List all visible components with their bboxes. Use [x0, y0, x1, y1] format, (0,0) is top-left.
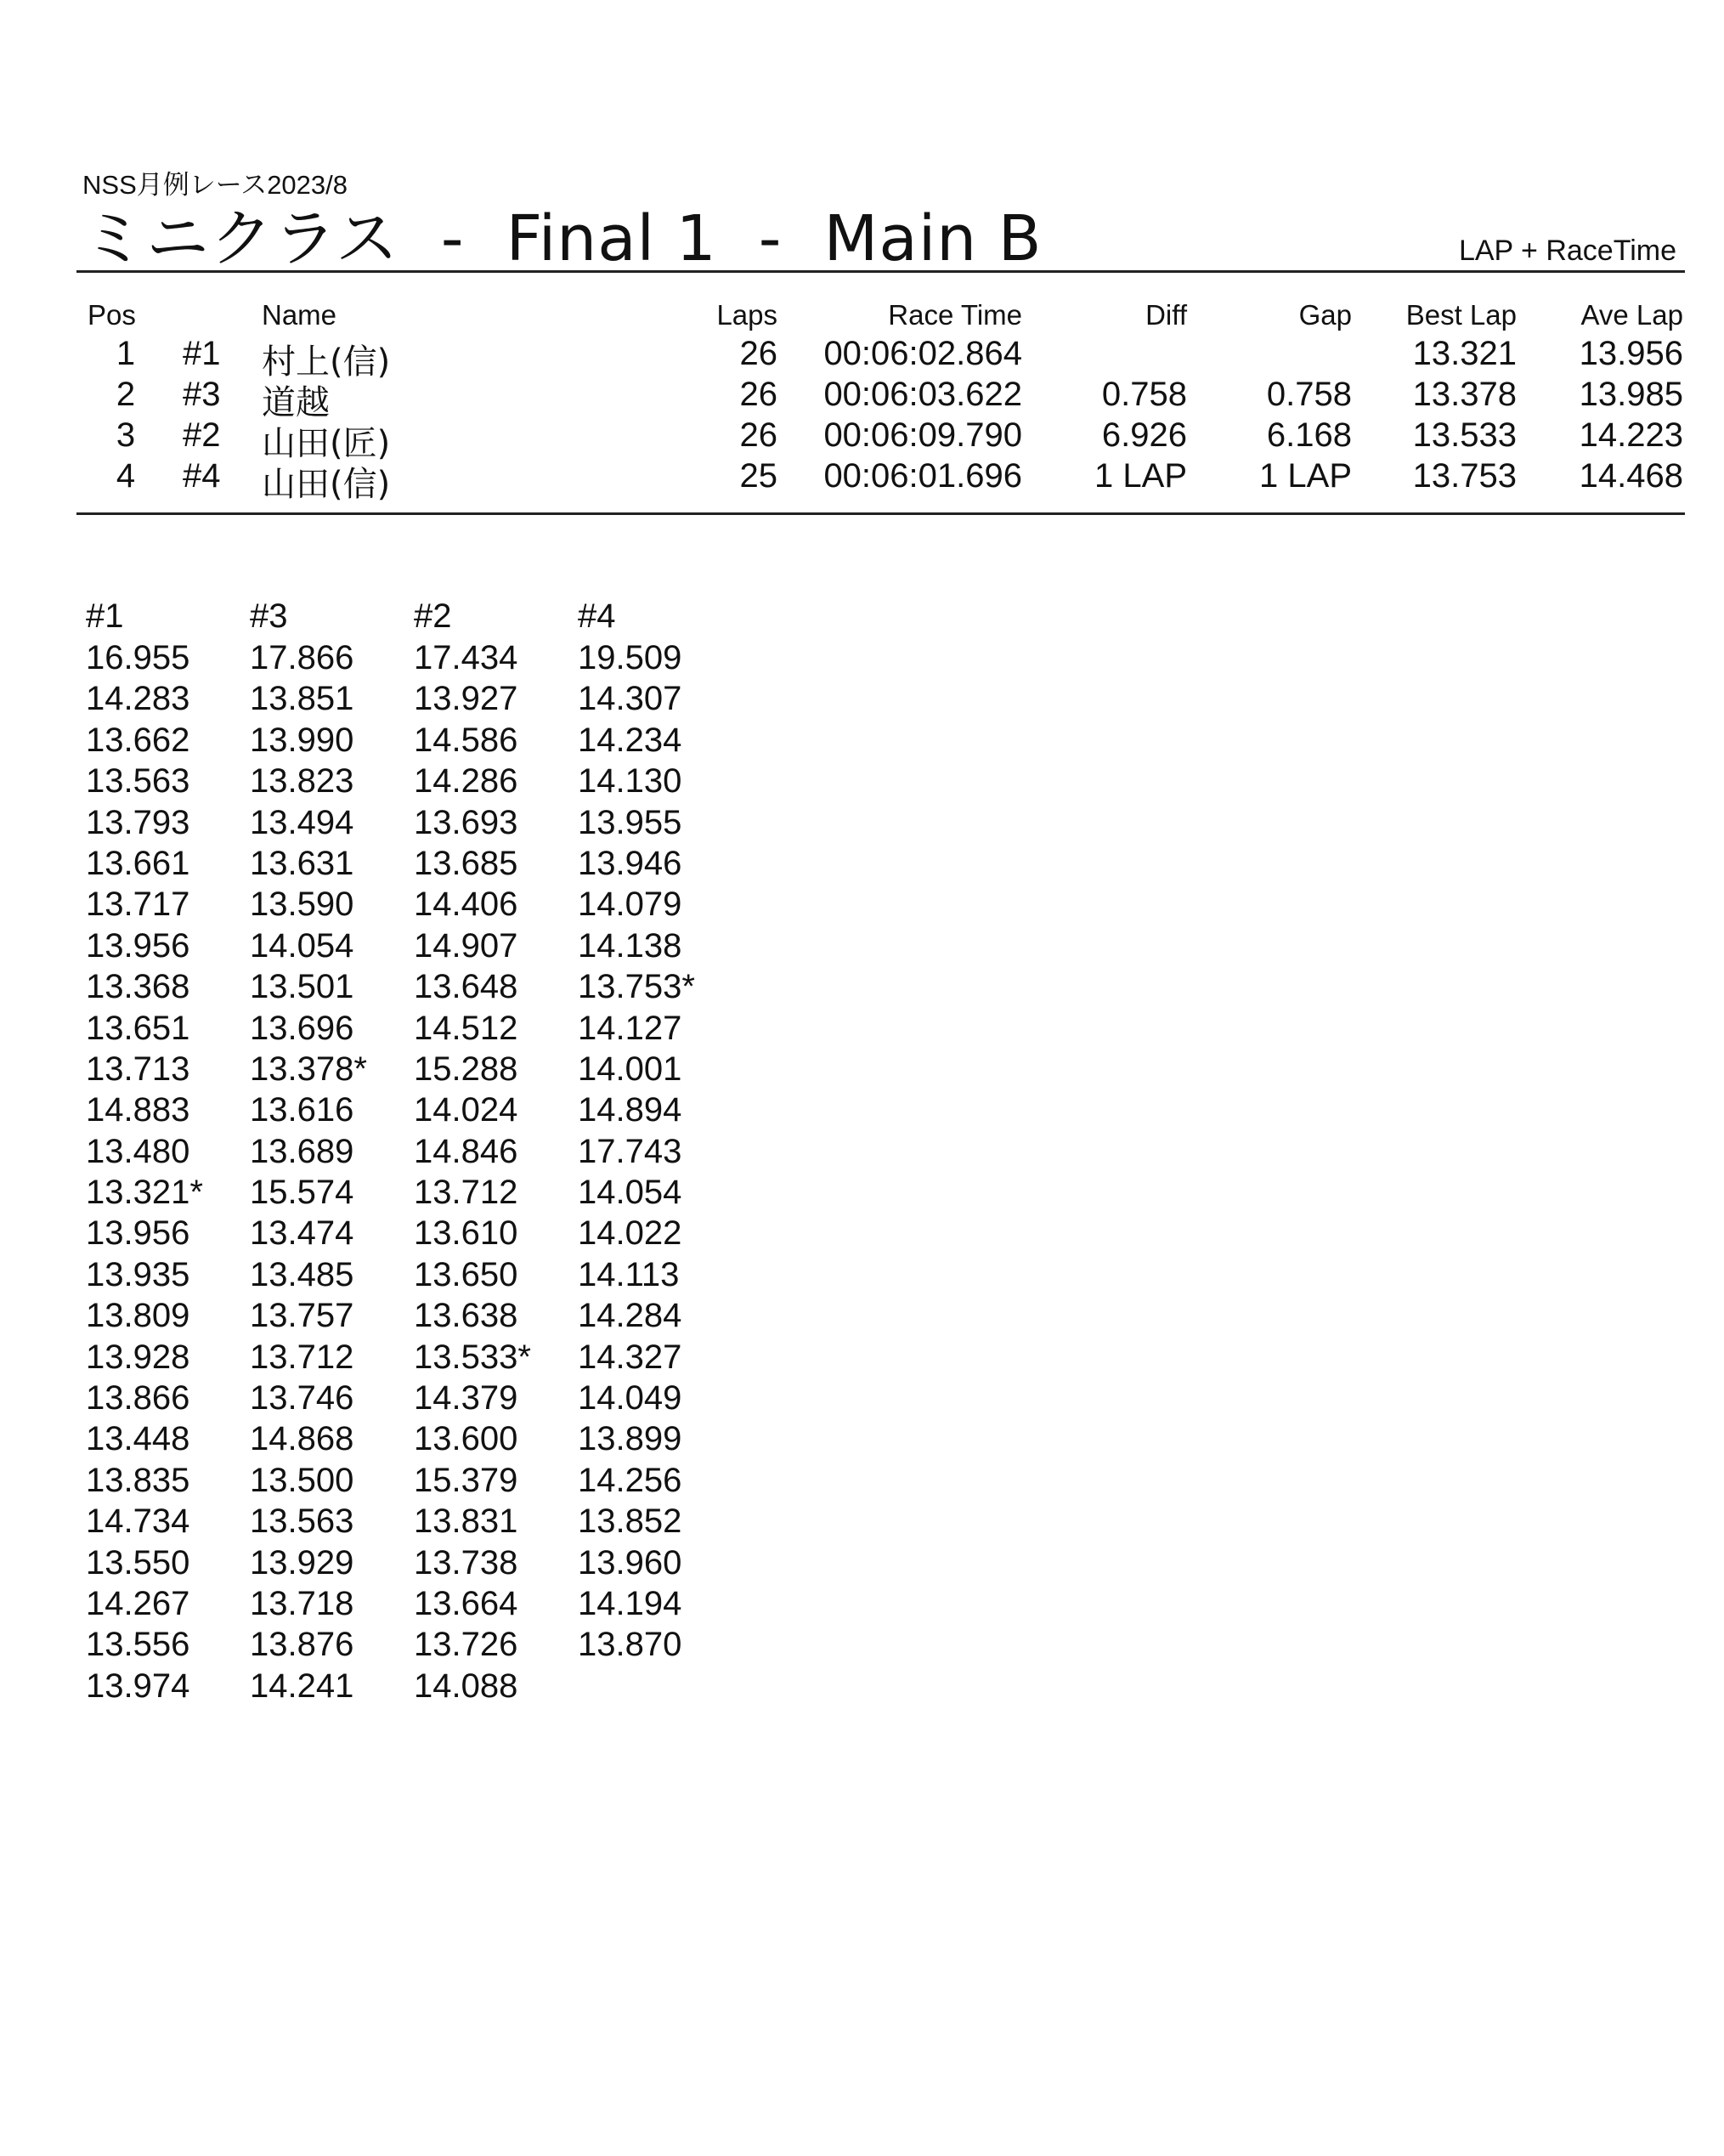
lap-time: 13.718: [250, 1584, 354, 1622]
diff-cell: 1 LAP: [1094, 457, 1187, 495]
lap-time: 13.610: [414, 1214, 518, 1253]
table-row: [0, 376, 1724, 422]
lap-time: 14.379: [414, 1379, 518, 1418]
col-laps: Laps: [716, 299, 777, 331]
col-name: Name: [262, 299, 337, 331]
lap-time: 15.574: [250, 1174, 354, 1212]
lap-time: 13.368: [86, 968, 190, 1006]
lap-time: 13.974: [86, 1667, 190, 1705]
table-row: [0, 457, 1724, 504]
car-cell: #2: [183, 416, 221, 454]
lap-time: 13.866: [86, 1379, 190, 1418]
name-cell: 山田(匠): [262, 424, 391, 463]
lap-time: 13.664: [414, 1584, 518, 1622]
race-time-cell: 00:06:01.696: [823, 457, 1022, 495]
lap-column: [86, 595, 247, 1706]
lap-time: 14.734: [86, 1502, 190, 1541]
lap-time: 13.738: [414, 1543, 518, 1582]
lap-time: 13.712: [250, 1338, 354, 1376]
lap-time: 13.876: [250, 1626, 354, 1664]
lap-time: 13.563: [86, 762, 190, 801]
lap-time: 13.590: [250, 886, 354, 924]
lap-time: 14.130: [578, 762, 682, 801]
col-ave-lap: Ave Lap: [1580, 299, 1683, 331]
pos-cell: 3: [116, 416, 136, 454]
lap-time: 13.485: [250, 1255, 354, 1293]
lap-time: 13.929: [250, 1543, 354, 1582]
lap-time: 13.870: [578, 1626, 682, 1664]
lap-time: 14.406: [414, 886, 518, 924]
lap-time: 17.866: [250, 639, 354, 676]
lap-time: 13.746: [250, 1379, 354, 1418]
lap-time: 13.928: [86, 1338, 190, 1376]
race-time-cell: 00:06:02.864: [823, 335, 1022, 372]
lap-time: 14.512: [414, 1009, 518, 1047]
lap-time: 13.793: [86, 803, 190, 841]
lap-time: 17.434: [414, 639, 518, 676]
lap-time: 13.726: [414, 1626, 518, 1664]
lap-time: 14.079: [578, 886, 682, 924]
lap-column: [414, 595, 575, 1706]
lap-time: 13.600: [414, 1420, 518, 1458]
bottom-divider: [76, 512, 1685, 515]
lap-time: 13.685: [414, 844, 518, 882]
race-time-cell: 00:06:03.622: [823, 376, 1022, 413]
col-pos: Pos: [88, 299, 136, 331]
lap-time: 13.689: [250, 1132, 354, 1170]
diff-cell: 0.758: [1101, 376, 1187, 413]
lap-time: 15.379: [414, 1461, 518, 1499]
col-diff: Diff: [1145, 299, 1187, 331]
lap-time: 13.809: [86, 1297, 190, 1335]
lap-time: 14.113: [578, 1255, 680, 1293]
ave-lap-cell: 14.223: [1579, 416, 1683, 454]
lap-time: 13.835: [86, 1461, 190, 1499]
lap-time: 13.662: [86, 721, 190, 759]
lap-time: 14.024: [414, 1091, 518, 1129]
lap-time: 13.500: [250, 1461, 354, 1499]
col-race-time: Race Time: [888, 299, 1022, 331]
lap-time: 13.713: [86, 1050, 190, 1088]
lap-time: 13.448: [86, 1420, 190, 1458]
lap-time: 13.990: [250, 721, 354, 759]
race-title: ミニクラス - Final 1 - Main B: [82, 202, 1043, 275]
lap-time: 13.956: [86, 926, 190, 965]
name-cell: 村上(信): [262, 342, 391, 382]
lap-time: 15.288: [414, 1050, 518, 1088]
lap-time: 13.899: [578, 1420, 682, 1458]
car-cell: #4: [183, 457, 221, 495]
lap-time: 13.831: [414, 1502, 518, 1541]
lap-time: 13.851: [250, 680, 354, 718]
lap-column-header: #3: [250, 597, 288, 635]
best-lap-cell: 13.533: [1412, 416, 1517, 454]
lap-time: 13.494: [250, 803, 354, 841]
laps-cell: 26: [739, 335, 777, 372]
event-name: NSS月例レース2023/8: [82, 170, 348, 200]
lap-time: 14.307: [578, 680, 682, 718]
lap-time: 13.757: [250, 1297, 354, 1335]
lap-time: 13.563: [250, 1502, 354, 1541]
lap-time: 14.194: [578, 1584, 682, 1622]
lap-time: 13.638: [414, 1297, 518, 1335]
lap-time: 13.693: [414, 803, 518, 841]
lap-time: 13.946: [578, 844, 682, 882]
pos-cell: 4: [116, 457, 136, 495]
gap-cell: 1 LAP: [1259, 457, 1352, 495]
table-row: [0, 335, 1724, 382]
lap-time: 13.696: [250, 1009, 354, 1047]
best-lap-cell: 13.321: [1412, 335, 1517, 372]
lap-time: 13.648: [414, 968, 518, 1006]
lap-time: 13.533*: [414, 1338, 531, 1376]
lap-time: 13.651: [86, 1009, 190, 1047]
car-cell: #1: [183, 335, 221, 372]
laps-cell: 26: [739, 416, 777, 454]
lap-time: 13.474: [250, 1214, 354, 1253]
lap-time: 14.283: [86, 680, 190, 718]
lap-time: 13.550: [86, 1543, 190, 1582]
laps-cell: 26: [739, 376, 777, 413]
lap-time: 13.717: [86, 886, 190, 924]
car-cell: #3: [183, 376, 221, 413]
lap-time: 14.586: [414, 721, 518, 759]
results-header-row: [0, 299, 1724, 335]
race-time-cell: 00:06:09.790: [823, 416, 1022, 454]
lap-column-header: #2: [414, 597, 452, 635]
lap-time: 14.267: [86, 1584, 190, 1622]
lap-time: 17.743: [578, 1132, 682, 1170]
laps-cell: 25: [739, 457, 777, 495]
lap-time: 13.753*: [578, 968, 695, 1006]
lap-time: 13.823: [250, 762, 354, 801]
lap-time: 14.054: [250, 926, 354, 965]
best-lap-cell: 13.378: [1412, 376, 1517, 413]
lap-time: 14.234: [578, 721, 682, 759]
lap-time: 13.556: [86, 1626, 190, 1664]
lap-time: 13.378*: [250, 1050, 367, 1088]
results-table: [0, 299, 1724, 504]
gap-cell: 0.758: [1266, 376, 1352, 413]
lap-time: 14.001: [578, 1050, 682, 1088]
lap-time: 14.883: [86, 1091, 190, 1129]
ave-lap-cell: 14.468: [1579, 457, 1683, 495]
lap-time: 14.907: [414, 926, 518, 965]
col-best-lap: Best Lap: [1405, 299, 1517, 331]
lap-time: 13.631: [250, 844, 354, 882]
lap-time: 13.480: [86, 1132, 190, 1170]
lap-time: 14.327: [578, 1338, 682, 1376]
top-divider: [76, 270, 1685, 273]
pos-cell: 1: [116, 335, 136, 372]
lap-time: 13.927: [414, 680, 518, 718]
lap-time: 14.286: [414, 762, 518, 801]
lap-time: 13.712: [414, 1174, 518, 1212]
lap-time: 14.241: [250, 1667, 354, 1705]
lap-time: 16.955: [86, 639, 190, 676]
lap-time: 14.894: [578, 1091, 682, 1129]
col-gap: Gap: [1298, 299, 1352, 331]
lap-time: 13.321*: [86, 1174, 203, 1212]
lap-time: 13.955: [578, 803, 682, 841]
lap-column: [578, 595, 739, 1666]
lap-column-header: #1: [86, 597, 124, 635]
lap-time: 14.049: [578, 1379, 682, 1418]
ave-lap-cell: 13.956: [1579, 335, 1683, 372]
lap-time: 14.088: [414, 1667, 518, 1705]
lap-column: [250, 595, 411, 1706]
lap-time: 13.661: [86, 844, 190, 882]
lap-time: 14.022: [578, 1214, 682, 1253]
table-row: [0, 416, 1724, 463]
ave-lap-cell: 13.985: [1579, 376, 1683, 413]
lap-time: 13.956: [86, 1214, 190, 1253]
lap-time: 19.509: [578, 639, 682, 676]
lap-time: 13.852: [578, 1502, 682, 1541]
lap-time: 14.054: [578, 1174, 682, 1212]
lap-time: 14.138: [578, 926, 682, 965]
lap-time: 14.127: [578, 1009, 682, 1047]
diff-cell: 6.926: [1101, 416, 1187, 454]
best-lap-cell: 13.753: [1412, 457, 1517, 495]
lap-time: 13.650: [414, 1255, 518, 1293]
lap-time: 14.868: [250, 1420, 354, 1458]
lap-column-header: #4: [578, 597, 616, 635]
report-type: LAP + RaceTime: [1458, 235, 1676, 267]
pos-cell: 2: [116, 376, 136, 413]
lap-time: 13.935: [86, 1255, 190, 1293]
lap-time: 13.960: [578, 1543, 682, 1582]
name-cell: 道越: [262, 383, 330, 422]
lap-time: 13.501: [250, 968, 354, 1006]
name-cell: 山田(信): [262, 465, 391, 504]
lap-time: 14.256: [578, 1461, 682, 1499]
lap-time: 14.284: [578, 1297, 682, 1335]
gap-cell: 6.168: [1266, 416, 1352, 454]
lap-time: 14.846: [414, 1132, 518, 1170]
lap-time: 13.616: [250, 1091, 354, 1129]
